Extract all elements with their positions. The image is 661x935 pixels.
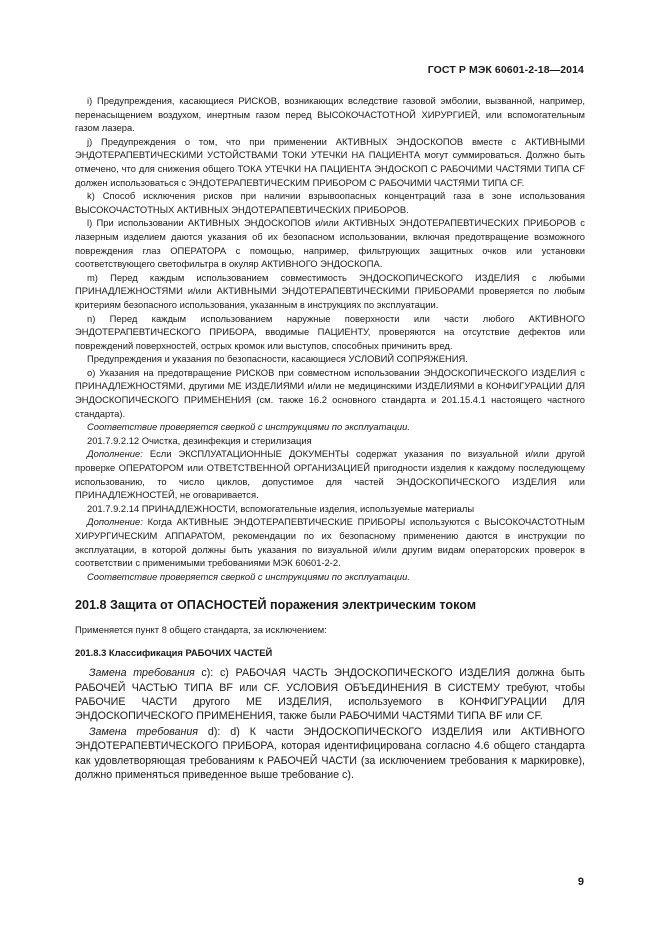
subsection-heading: 201.8.3 Классификация РАБОЧИХ ЧАСТЕЙ: [75, 647, 273, 659]
replacement-label: Замена требования: [89, 726, 198, 739]
paragraph-o: o) Указания на предотвращение РИСКОВ при совместном использовании ЭНДОСКОПИЧЕСКОГО ИЗДЕЛИЯ с ПРИНАДЛЕЖНОСТЯМИ, другими МЕ ИЗДЕЛИЯМИ и/или не медицинскими ИЗДЕЛИЯМИ в КОНФИГУРАЦИИ ДЛЯ ЭНДОСКОПИЧЕСКОГО ПРИМЕНЕНИЯ (см. также 16.2 основного стандарта и 201.15.4.1 настоящего частного стандарта).: [75, 366, 585, 419]
warnings-list: [75, 94, 585, 583]
addition-text: Когда АКТИВНЫЕ ЭНДОТЕРАПЕВТИЧЕСКИЕ ПРИБОРЫ используются с ВЫСОКОЧАСТОТНЫМ ХИРУРГИЧЕСКИМ АППАРАТОМ, рекомендации по их безопасному применению даются в инструкции по эксплуатации, в которой должны быть указания по визуальной и/или другим видам операторских проверок в соответствии с применимыми требованиями МЭК 60601-2-2.: [75, 516, 585, 569]
clause-201-7-9-2-12: 201.7.9.2.12 Очистка, дезинфекция и стерилизация: [87, 434, 312, 446]
addition-label: Дополнение:: [87, 516, 143, 528]
paragraph-m: m) Перед каждым использованием совместимость ЭНДОСКОПИЧЕСКОГО ИЗДЕЛИЯ с любыми ПРИНАДЛЕЖНОСТЯМИ и/или АКТИВНЫМИ ЭНДОТЕРАПЕВТИЧЕСКИМИ ПРИБОРАМИ проверяется по любым критериям безопасного использования, указанным в инструкциях по эксплуатации.: [75, 271, 585, 310]
replacement-requirements: [75, 666, 585, 782]
paragraph-j: j) Предупреждения о том, что при применении АКТИВНЫХ ЭНДОСКОПОВ вместе с АКТИВНЫМИ ЭНДОТЕРАПЕВТИЧЕСКИМИ УСТОЙСТВАМИ ТОКИ УТЕЧКИ НА ПАЦИЕНТА могут суммироваться. Должно быть отмечено, что для снижения общего ТОКА УТЕЧКИ НА ПАЦИЕНТА ЭНДОСКОП С РАБОЧИМИ ЧАСТЯМИ ТИПА CF должен использоваться с ЭНДОТЕРАПЕВТИЧЕСКИМ ПРИБОРОМ С РАБОЧИМИ ЧАСТЯМИ ТИПА CF.: [75, 135, 585, 188]
addition-paragraph-accessories: [75, 515, 585, 569]
replacement-text: d): d) К части ЭНДОСКОПИЧЕСКОГО ИЗДЕЛИЯ или АКТИВНОГО ЭНДОТЕРАПЕВТИЧЕСКОГО ПРИБОРА, которая идентифицирована согласно 4.6 общего стандарта как удовлетворяющая требованиям к РАБОЧЕЙ ЧАСТИ (за исключением требования к маркировке), должно применяться приведенное выше требование с).: [75, 726, 585, 781]
paragraph-k: k) Способ исключения рисков при наличии взрывоопасных концентраций газа в зоне использования ВЫСОКОЧАСТОТНЫХ АКТИВНЫХ ЭНДОТЕРАПЕВТИЧЕСКИХ ПРИБОРОВ.: [75, 190, 585, 215]
compliance-note: Соответствие проверяется сверкой с инструкциями по эксплуатации.: [87, 570, 410, 582]
replacement-paragraph-c: [75, 666, 585, 723]
replacement-label: Замена требования: [89, 667, 195, 680]
addition-text: Если ЭКСПЛУАТАЦИОННЫЕ ДОКУМЕНТЫ содержат указания по визуальной и/или другой проверке ОПЕРАТОРОМ или ОТВЕТСТВЕННОЙ ОРГАНИЗАЦИЕЙ пригодности изделия к каждому последующему использованию, то число циклов, допустимое для частей ЭНДОСКОПИЧЕСКОГО ИЗДЕЛИЯ или ПРИНАДЛЕЖНОСТЕЙ, не оговаривается.: [75, 448, 585, 501]
paragraph-interface-warnings: Предупреждения и указания по безопасности, касающиеся УСЛОВИЙ СОПРЯЖЕНИЯ.: [87, 353, 468, 365]
replacement-text: с): с) РАБОЧАЯ ЧАСТЬ ЭНДОСКОПИЧЕСКОГО ИЗДЕЛИЯ должна быть РАБОЧЕЙ ЧАСТЬЮ ТИПА BF или CF. УСЛОВИЯ ОБЪЕДИНЕНИЯ В СИСТЕМУ требуют, чтобы РАБОЧИЕ ЧАСТИ другого МЕ ИЗДЕЛИЯ, используемого в КОНФИГУРАЦИИ ДЛЯ ЭНДОСКОПИЧЕСКОГО ПРИМЕНЕНИЯ, также были РАБОЧИМИ ЧАСТЯМИ ТИПА BF или CF.: [75, 667, 585, 722]
paragraph-n: n) Перед каждым использованием наружные поверхности или части любого АКТИВНОГО ЭНДОТЕРАПЕВТИЧЕСКОГО ПРИБОРА, вводимые ПАЦИЕНТУ, проверяются на отсутствие дефектов или повреждений поверхностей, острых кромок или выступов, способных причинить вред.: [75, 312, 585, 351]
compliance-note: Соответствие проверяется сверкой с инструкциями по эксплуатации.: [87, 421, 410, 433]
paragraph-l: l) При использовании АКТИВНЫХ ЭНДОСКОПОВ и/или АКТИВНЫХ ЭНДОТЕРАПЕВТИЧЕСКИХ ПРИБОРОВ с лазерным изделием даются указания об их безопасном использовании, включая предотвращение возможного повреждения глаз ОПЕРАТОРА с помощью, например, фильтрующих защитных очков или установки соответствующего светофильтра в окуляр АКТИВНОГО ЭНДОСКОПА.: [75, 217, 585, 270]
addition-paragraph-cleaning: [75, 447, 585, 501]
replacement-paragraph-d: [75, 725, 585, 782]
page-body: [75, 94, 585, 782]
document-header: ГОСТ Р МЭК 60601-2-18—2014: [427, 64, 584, 76]
page-number: 9: [577, 876, 584, 888]
addition-label: Дополнение:: [87, 448, 143, 460]
section-heading: 201.8 Защита от ОПАСНОСТЕЙ поражения электрическим током: [75, 598, 477, 613]
section-intro: Применяется пункт 8 общего стандарта, за исключением:: [75, 624, 327, 636]
clause-201-7-9-2-14: 201.7.9.2.14 ПРИНАДЛЕЖНОСТИ, вспомогательные изделия, используемые материалы: [87, 502, 475, 514]
paragraph-i: i) Предупреждения, касающиеся РИСКОВ, возникающих вследствие газовой эмболии, вызванной, например, перенасыщением воздухом, инертным газом перед ВЫСОКОЧАСТОТНОЙ ХИРУРГИЕЙ, или вспомогательным газом лазера.: [75, 95, 585, 134]
